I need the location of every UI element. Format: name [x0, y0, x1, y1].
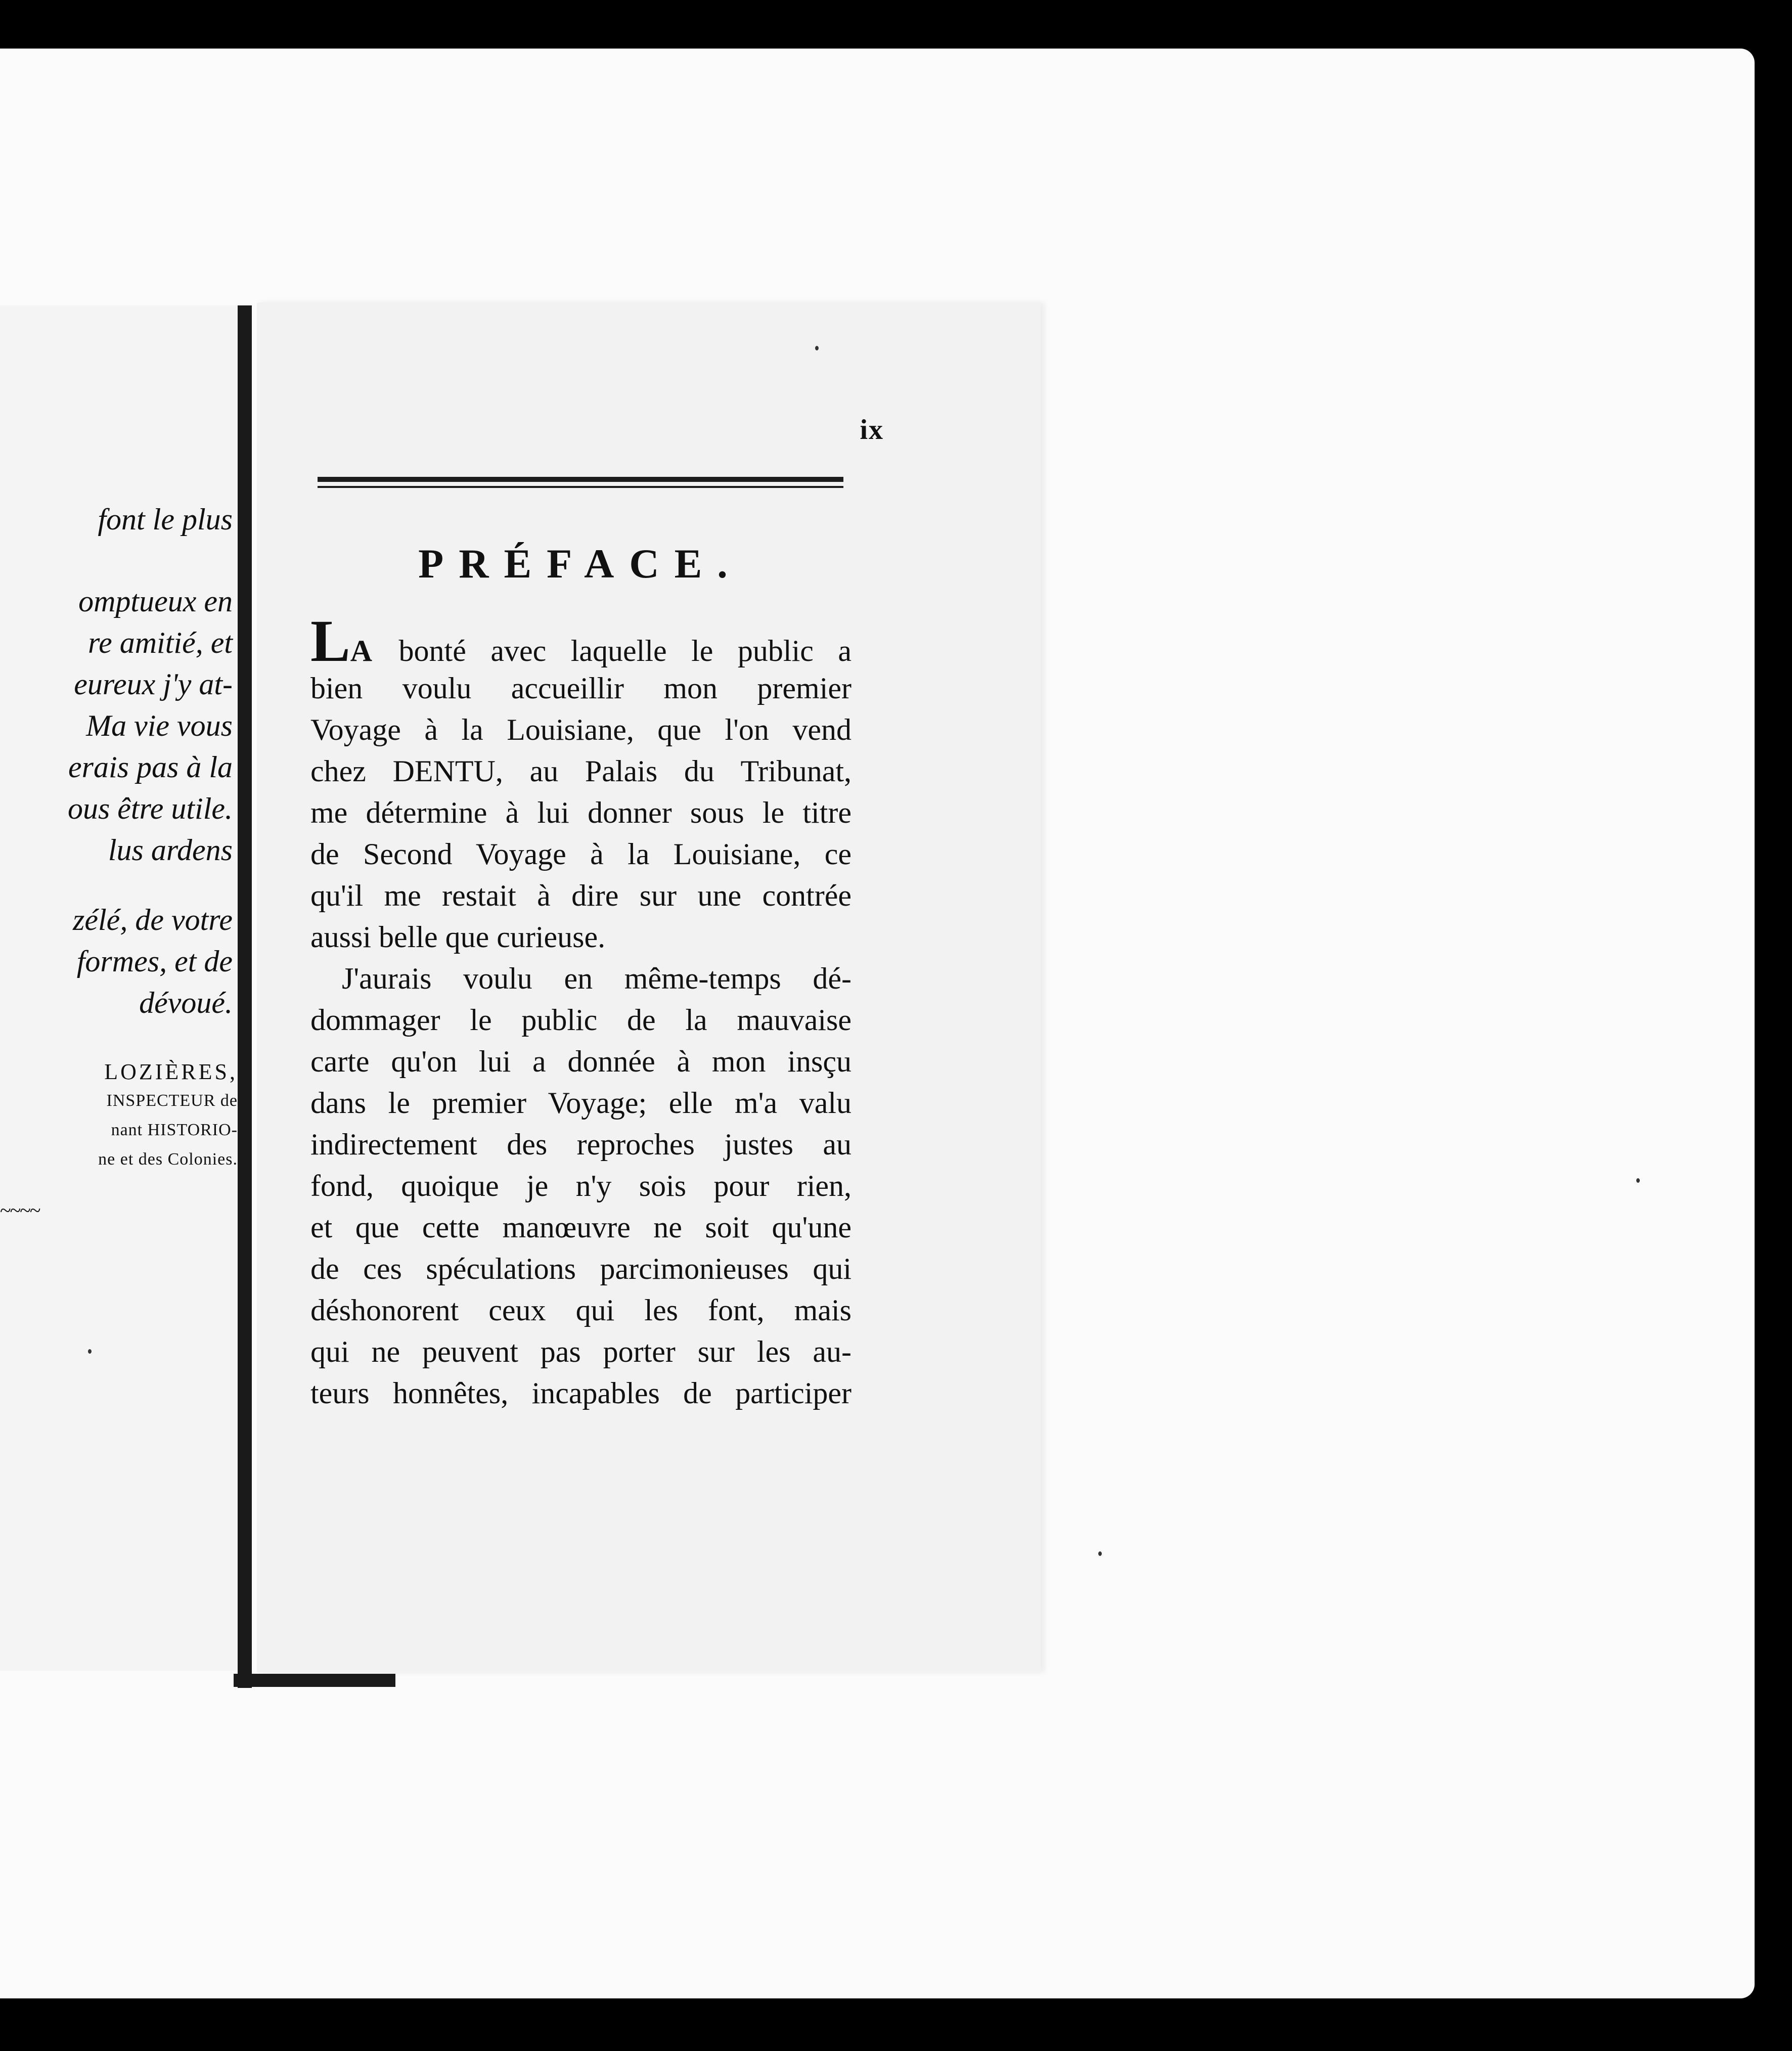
body-line — [310, 608, 852, 674]
body-line: Voyage à la Louisiane, que l'on vend — [310, 713, 852, 746]
body-line: dommager le public de la mauvaise — [310, 1003, 852, 1037]
body-line: qu'il me restait à dire sur une contrée — [310, 879, 852, 912]
page-number: ix — [860, 414, 884, 445]
speck — [88, 1349, 92, 1354]
body-line: dans le premier Voyage; elle m'a valu — [310, 1086, 852, 1120]
body-line: de Second Voyage à la Louisiane, ce — [310, 837, 852, 871]
left-text-line: Ma vie vous — [86, 709, 233, 742]
body-line: carte qu'on lui a donnée à mon insçu — [310, 1045, 852, 1078]
left-text-line: re amitié, et — [87, 626, 233, 659]
signature-line: nant HISTORIO- — [111, 1121, 238, 1139]
body-line: bien voulu accueillir mon premier — [310, 672, 852, 705]
body-line: J'aurais voulu en même-temps dé- — [342, 962, 852, 995]
signature-line: ne et des Colonies. — [98, 1150, 238, 1169]
left-text-line: font le plus — [98, 503, 233, 536]
ornament-dash: ~~~~ — [0, 1199, 40, 1222]
preface-body — [310, 608, 852, 1414]
header-rule-thin — [318, 486, 843, 488]
left-text-line: dévoué. — [139, 986, 233, 1019]
body-line: teurs honnêtes, incapables de participer — [310, 1376, 852, 1410]
speck — [1098, 1551, 1102, 1556]
left-text-line: zélé, de votre — [73, 903, 233, 937]
speck — [1636, 1178, 1640, 1183]
body-line: me détermine à lui donner sous le titre — [310, 796, 852, 829]
left-text-line: erais pas à la — [68, 750, 233, 784]
body-line-text: bonté avec laquelle le public a — [374, 634, 852, 667]
small-caps-letter: A — [350, 634, 375, 667]
right-page — [257, 302, 1041, 1673]
body-line: déshonorent ceux qui les font, mais — [310, 1294, 852, 1327]
body-line: de ces spéculations parcimonieuses qui — [310, 1252, 852, 1285]
header-rule-thick — [318, 477, 843, 482]
body-line: fond, quoique je n'y sois pour rien, — [310, 1169, 852, 1202]
drop-cap: L — [310, 608, 350, 674]
gutter-shadow — [238, 305, 252, 1688]
body-line: indirectement des reproches justes au — [310, 1128, 852, 1161]
signature-line: INSPECTEUR de — [106, 1091, 238, 1110]
body-line: chez DENTU, au Palais du Tribunat, — [310, 754, 852, 788]
left-text-line: formes, et de — [76, 945, 233, 978]
gutter-foot-shadow — [234, 1674, 395, 1687]
signature-name: LOZIÈRES, — [104, 1059, 238, 1084]
left-text-line: ous être utile. — [67, 792, 233, 825]
left-text-line: lus ardens — [108, 833, 233, 867]
body-line: aussi belle que curieuse. — [310, 920, 606, 954]
body-line: qui ne peuvent pas porter sur les au- — [310, 1335, 852, 1368]
left-page — [0, 305, 242, 1671]
speck — [815, 346, 819, 350]
scan-canvas — [0, 49, 1755, 1998]
body-line: et que cette manœuvre ne soit qu'une — [310, 1211, 852, 1244]
left-text-line: eureux j'y at- — [74, 667, 233, 701]
left-text-line: omptueux en — [78, 585, 233, 618]
page-title: PRÉFACE. — [418, 541, 743, 587]
